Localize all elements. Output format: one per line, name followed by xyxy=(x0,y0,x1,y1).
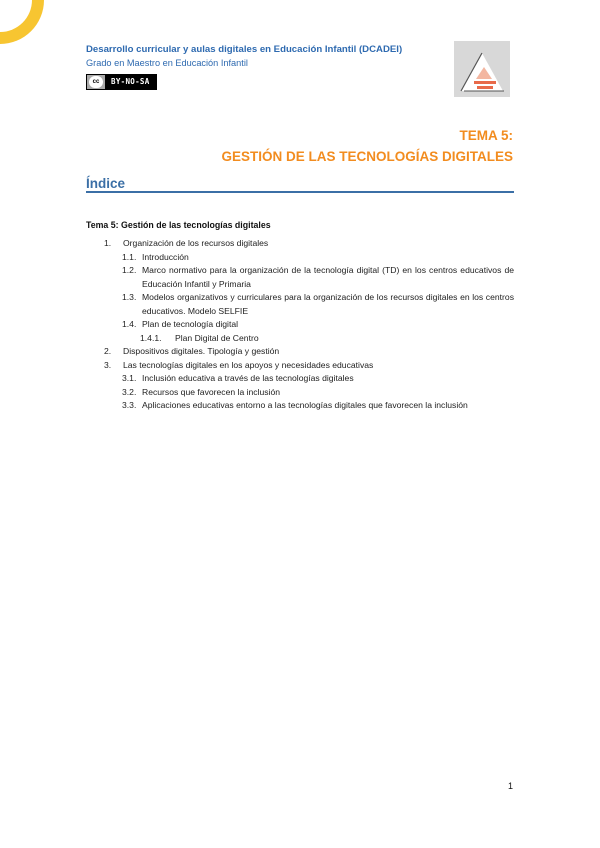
university-logo xyxy=(454,41,510,97)
toc-item[interactable] xyxy=(86,332,514,346)
toc-item-text: Dispositivos digitales. Tipología y gestión xyxy=(123,346,280,356)
toc-item-number: 1.4.1. xyxy=(140,332,162,343)
toc-item[interactable] xyxy=(86,386,514,400)
toc-item[interactable] xyxy=(86,345,514,359)
index-heading: Índice xyxy=(86,176,126,191)
course-title: Desarrollo curricular y aulas digitales en Educación Infantil (DCADEI) xyxy=(86,44,403,55)
toc-item[interactable] xyxy=(86,399,514,413)
document-header xyxy=(86,43,402,90)
toc-item[interactable] xyxy=(86,237,514,251)
toc-item-text: Las tecnologías digitales en los apoyos y necesidades educativas xyxy=(123,359,374,370)
toc-item[interactable] xyxy=(86,359,514,373)
toc-item-number: 3.1. xyxy=(122,373,137,383)
toc-item[interactable] xyxy=(86,372,514,386)
toc-item-text: Introducción xyxy=(142,251,189,262)
toc-item-number: 1. xyxy=(104,238,112,248)
corner-arc-decoration xyxy=(0,0,60,60)
toc-item-number: 1.4. xyxy=(122,319,137,329)
license-badge xyxy=(86,74,157,90)
toc-item-text: Plan Digital de Centro xyxy=(175,332,259,343)
license-text: BY-NO-SA xyxy=(105,75,156,89)
page-number: 1 xyxy=(508,781,514,791)
degree-name: Grado en Maestro en Educación Infantil xyxy=(86,58,248,68)
topic-number: TEMA 5: xyxy=(459,128,513,143)
table-of-contents xyxy=(86,237,514,413)
heading-divider xyxy=(86,191,514,193)
toc-item-text: Organización de los recursos digitales xyxy=(123,238,269,248)
toc-item-text: Marco normativo para la organización de la tecnología digital (TD) en los centros educativos de Educación Infantil y Primaria xyxy=(142,265,514,289)
toc-item-text: Aplicaciones educativas entorno a las tecnologías digitales que favorecen la inclusión xyxy=(142,400,468,410)
toc-item-number: 1.1. xyxy=(122,251,137,262)
toc-item[interactable] xyxy=(86,251,514,265)
toc-item-text: Plan de tecnología digital xyxy=(142,319,239,329)
toc-item-number: 1.2. xyxy=(122,265,137,275)
toc-subject: Tema 5: Gestión de las tecnologías digitales xyxy=(86,220,271,230)
toc-item-number: 3. xyxy=(104,359,112,370)
toc-item-number: 3.3. xyxy=(122,400,137,410)
cc-icon: cc xyxy=(89,76,103,88)
toc-item-number: 2. xyxy=(104,346,112,356)
toc-item[interactable] xyxy=(86,291,514,318)
toc-item-text: Recursos que favorecen la inclusión xyxy=(142,386,281,397)
toc-item-text: Inclusión educativa a través de las tecnologías digitales xyxy=(142,373,354,383)
toc-item-number: 3.2. xyxy=(122,386,137,397)
toc-item-number: 1.3. xyxy=(122,292,137,302)
toc-item-text: Modelos organizativos y curriculares para la organización de los recursos digitales en los centros educativos. Modelo SELFIE xyxy=(142,292,514,316)
toc-item[interactable] xyxy=(86,318,514,332)
toc-item[interactable] xyxy=(86,264,514,291)
topic-title: GESTIÓN DE LAS TECNOLOGÍAS DIGITALES xyxy=(221,149,513,164)
